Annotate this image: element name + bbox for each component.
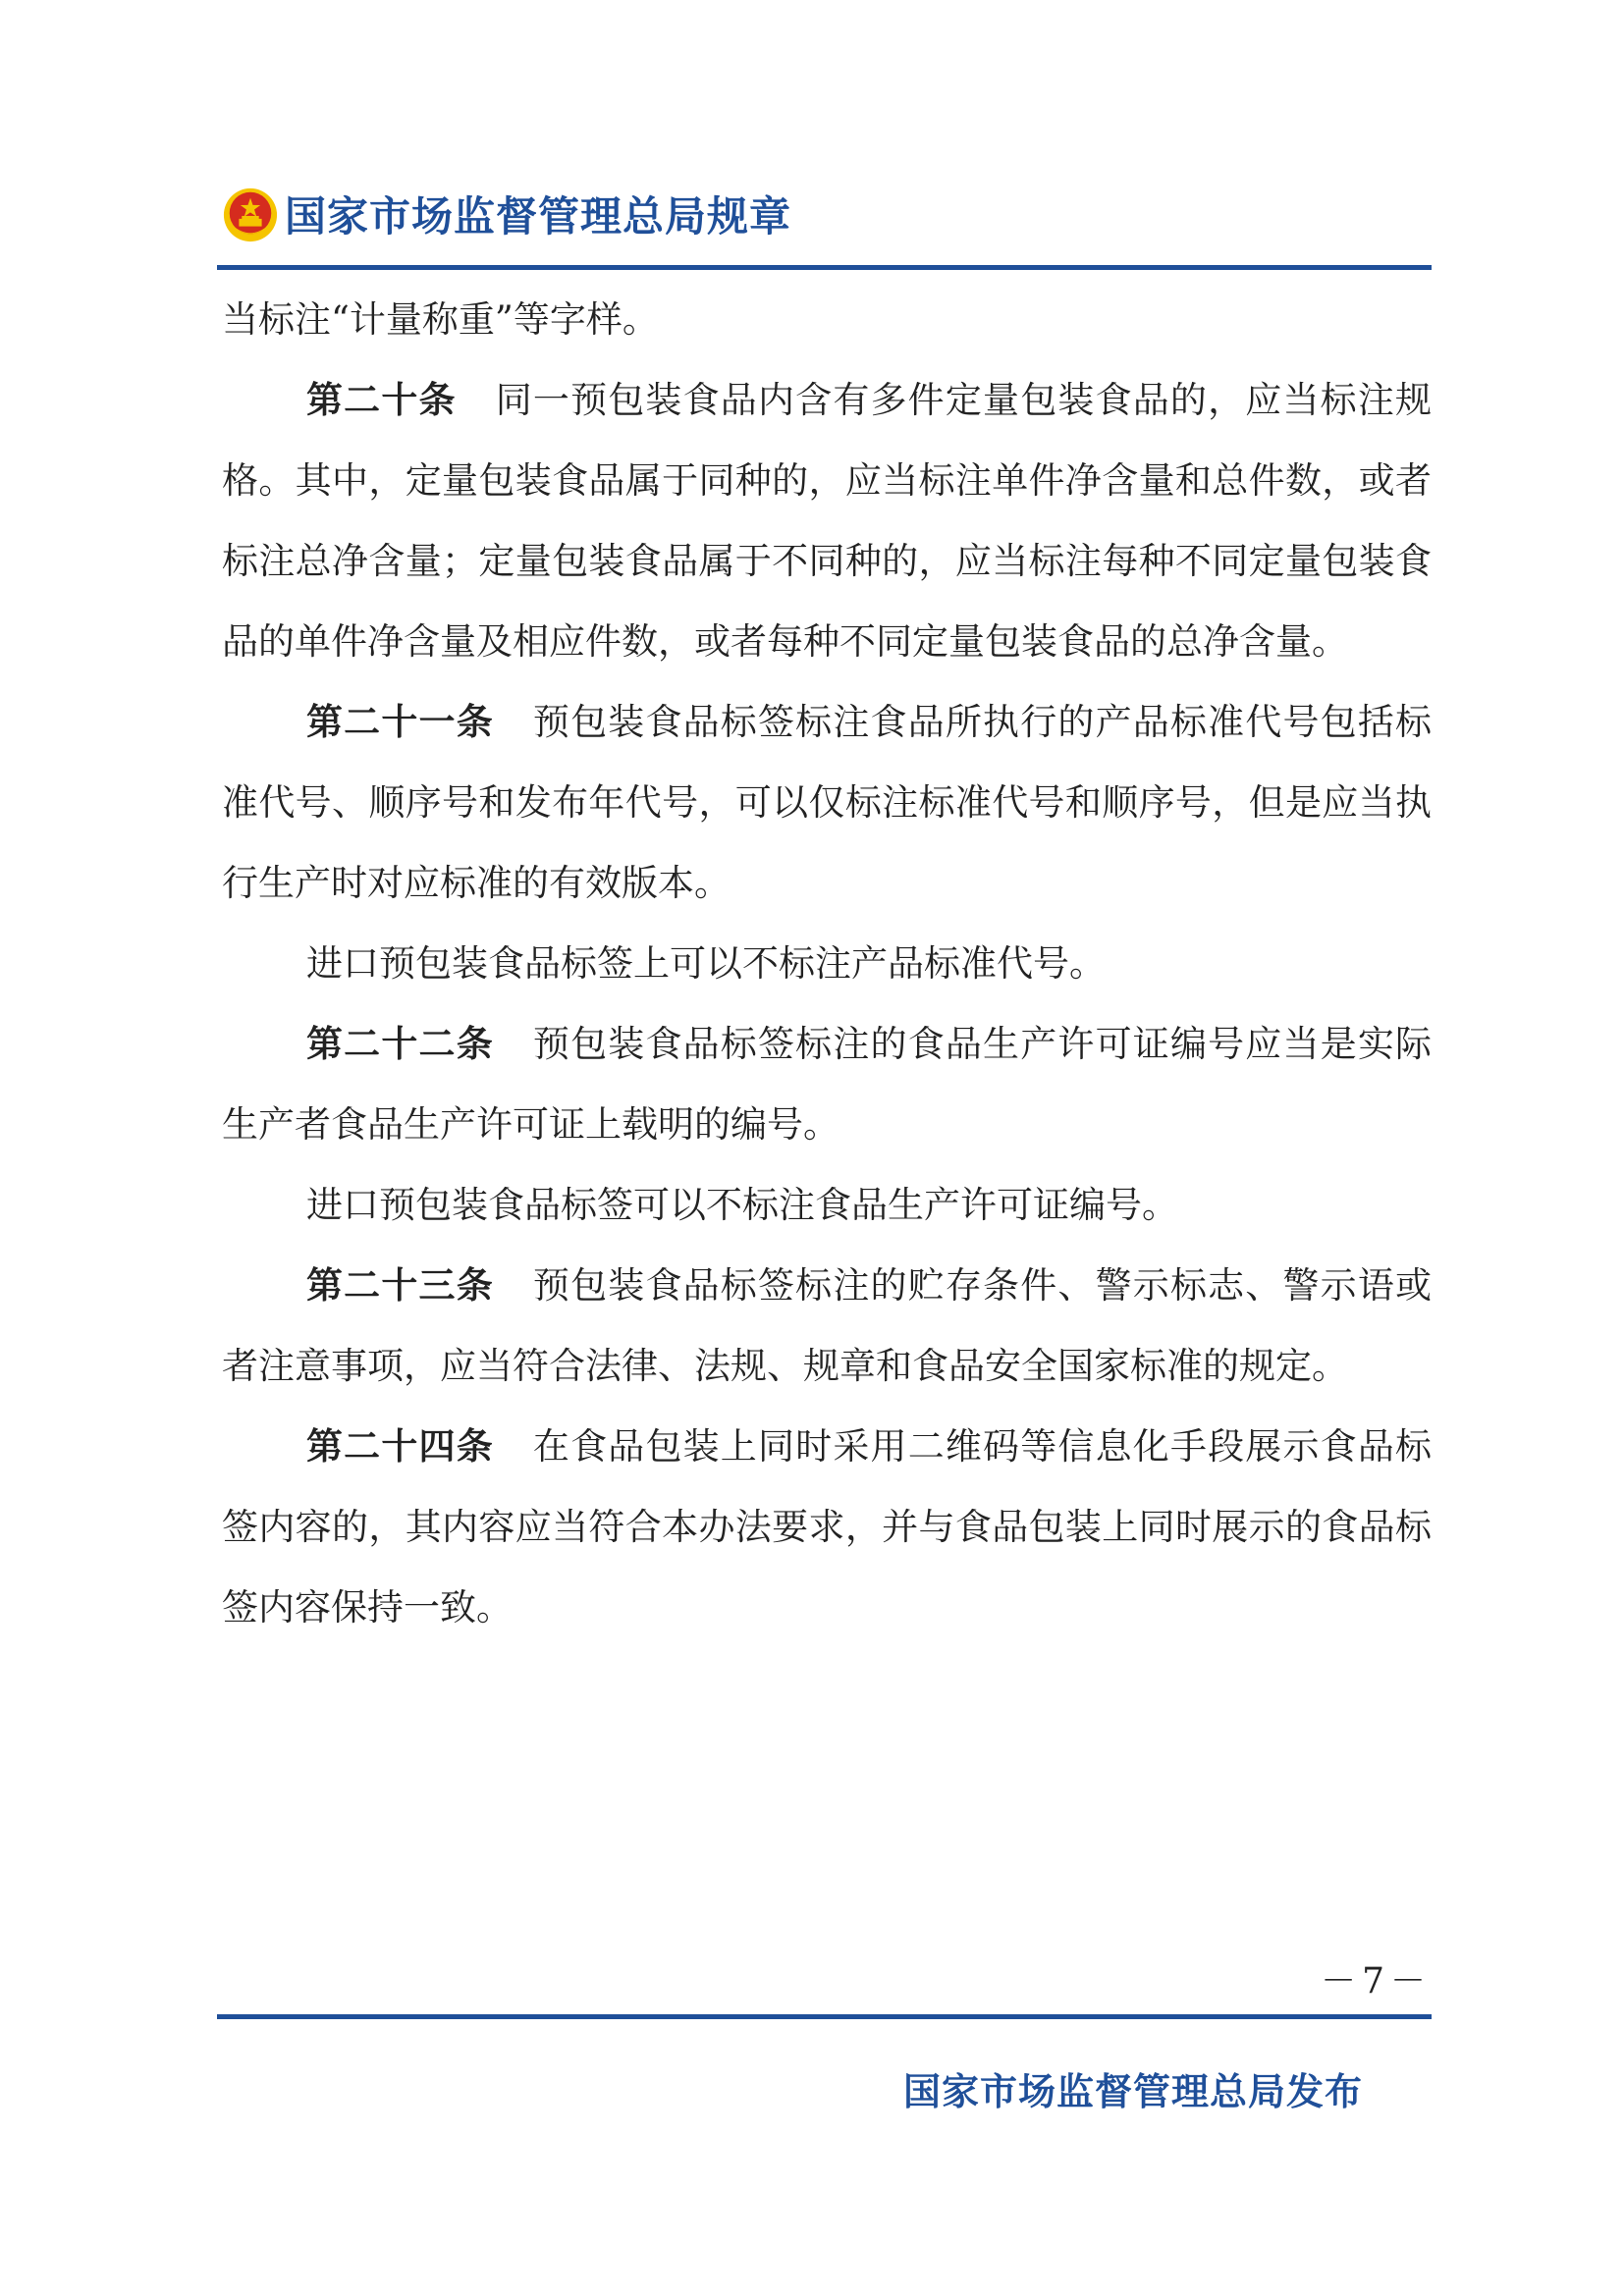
paragraph — [222, 1246, 1432, 1407]
article-number: 第二十条 — [306, 379, 457, 421]
header-rule — [217, 265, 1432, 270]
paragraph — [222, 1004, 1432, 1165]
paragraph-text: 预包装食品标签标注的贮存条件、警示标志、警示语或者注意事项，应当符合法律、法规、规章和食品安全国家标准的规定。 — [222, 1264, 1433, 1387]
paragraph-text: 在食品包装上同时采用二维码等信息化手段展示食品标签内容的，其内容应当符合本办法要求，并与食品包装上同时展示的食品标签内容保持一致。 — [222, 1425, 1433, 1629]
paragraph-text: 预包装食品标签标注的食品生产许可证编号应当是实际生产者食品生产许可证上载明的编号。 — [222, 1023, 1433, 1146]
paragraph-text: 同一预包装食品内含有多件定量包装食品的，应当标注规格。其中，定量包装食品属于同种的，应当标注单件净含量和总件数，或者标注总净含量；定量包装食品属于不同种的，应当标注每种不同定量包装食品的单件净含量及相应件数，或者每种不同定量包装食品的总净含量。 — [222, 379, 1433, 663]
article-body — [222, 280, 1432, 1648]
paragraph — [222, 1407, 1432, 1648]
article-number: 第二十三条 — [306, 1264, 494, 1307]
paragraph-text: 预包装食品标签标注食品所执行的产品标准代号包括标准代号、顺序号和发布年代号，可以仅标注标准代号和顺序号，但是应当执行生产时对应标准的有效版本。 — [222, 701, 1433, 904]
paragraph — [222, 682, 1432, 924]
footer-publisher: 国家市场监督管理总局发布 — [903, 2070, 1364, 2113]
paragraph — [222, 1165, 1432, 1246]
paragraph-text: 进口预包装食品标签上可以不标注产品标准代号。 — [306, 942, 1106, 985]
paragraph — [222, 360, 1432, 682]
paragraph — [222, 280, 1432, 360]
page-header — [222, 183, 1430, 247]
paragraph — [222, 924, 1432, 1004]
article-number: 第二十一条 — [306, 701, 494, 743]
page-number: －7－ — [1321, 1961, 1432, 2002]
article-number: 第二十四条 — [306, 1425, 494, 1468]
header-title: 国家市场监督管理总局规章 — [285, 192, 792, 240]
article-number: 第二十二条 — [306, 1023, 494, 1065]
footer-rule — [217, 2014, 1432, 2019]
national-emblem-icon — [222, 187, 279, 243]
paragraph-text: 进口预包装食品标签可以不标注食品生产许可证编号。 — [306, 1184, 1178, 1226]
paragraph-text: 当标注“计量称重”等字样。 — [222, 298, 659, 341]
